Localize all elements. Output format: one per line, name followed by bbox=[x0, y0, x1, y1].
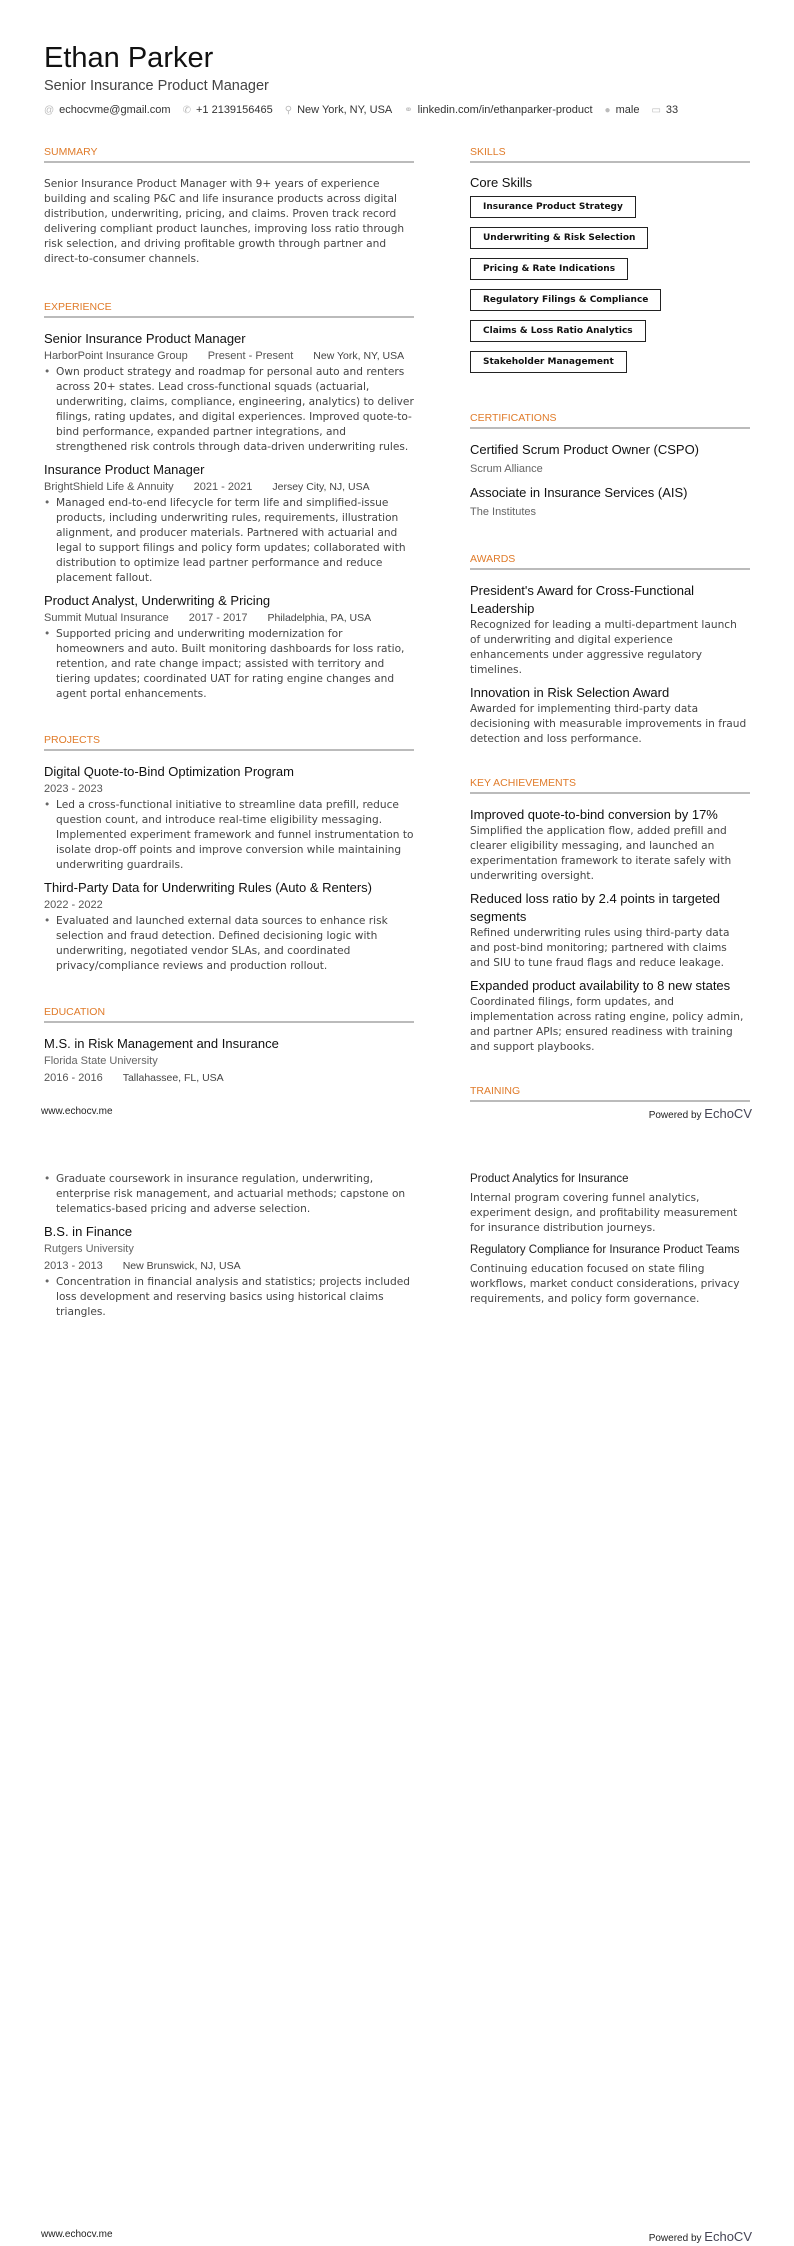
award-title: Innovation in Risk Selection Award bbox=[470, 685, 670, 700]
job-meta bbox=[44, 610, 414, 627]
right-column bbox=[470, 146, 750, 1128]
certifications-section bbox=[470, 412, 750, 521]
location: New York, NY, USA bbox=[313, 350, 405, 362]
project-dates bbox=[44, 897, 414, 914]
left-column bbox=[44, 146, 414, 1113]
degree: M.S. in Risk Management and Insurance bbox=[44, 1036, 279, 1051]
section-heading: AWARDS bbox=[470, 553, 750, 570]
training-item bbox=[470, 1171, 750, 1236]
achievement-item bbox=[470, 977, 750, 1055]
bullet: • Supported pricing and underwriting modernization for homeowners and auto. Built monitoring dashboards for loss ratio, retention, and rate change impact; assisted with territory and tiering updates; coordinated UAT for rating engine changes and agent portal enhancements. bbox=[44, 627, 414, 702]
dates: 2023 - 2023 bbox=[44, 783, 103, 795]
awards-section bbox=[470, 553, 750, 747]
achievement-desc: Refined underwriting rules using third-party data and post-bind monitoring; partnered with claims and SIU to tune fraud flags and reduce leakage. bbox=[470, 927, 730, 969]
training-desc: Internal program covering funnel analytics, experiment design, and profitability measurement for insurance distribution journeys. bbox=[470, 1192, 738, 1234]
experience-section bbox=[44, 301, 414, 702]
training-title: Regulatory Compliance for Insurance Product Teams bbox=[470, 1244, 740, 1256]
achievement-desc: Simplified the application flow, added prefill and clearer eligibility messaging, and launched an experimentation framework to iterate safely with underwriting oversight. bbox=[470, 825, 732, 882]
project-title: Third-Party Data for Underwriting Rules (Auto & Renters) bbox=[44, 880, 373, 895]
job-title: Senior Insurance Product Manager bbox=[44, 331, 246, 346]
skill-group-title: Core Skills bbox=[470, 175, 533, 190]
projects-section bbox=[44, 734, 414, 974]
left-column-continued bbox=[44, 1172, 414, 1326]
experience-item bbox=[44, 330, 414, 455]
job-meta bbox=[44, 348, 414, 365]
education-item bbox=[44, 1223, 414, 1320]
contact-linkedin[interactable]: ⚭ linkedin.com/in/ethanparker-product bbox=[404, 104, 593, 116]
footer-powered-by[interactable] bbox=[649, 1106, 752, 1121]
education-item bbox=[44, 1035, 414, 1087]
training-desc: Continuing education focused on state filing workflows, market conduct considerations, privacy requirements, and policy form governance. bbox=[470, 1263, 740, 1305]
dates: Present - Present bbox=[207, 350, 294, 362]
project-title: Digital Quote-to-Bind Optimization Program bbox=[44, 764, 294, 779]
location-pin-icon: ⚲ bbox=[284, 104, 293, 116]
skill-tag: Claims & Loss Ratio Analytics bbox=[470, 320, 646, 342]
contact-email[interactable]: @ echocvme@gmail.com bbox=[44, 104, 171, 116]
achievement-title: Reduced loss ratio by 2.4 points in targeted segments bbox=[470, 891, 721, 924]
powered-by-text: Powered by bbox=[648, 1110, 702, 1121]
experience-item bbox=[44, 461, 414, 586]
certification-item bbox=[470, 441, 750, 478]
section-heading: SKILLS bbox=[470, 146, 750, 163]
certification-name: Associate in Insurance Services (AIS) bbox=[470, 485, 688, 500]
contact-age: ▭ 33 bbox=[651, 104, 679, 116]
education-meta bbox=[44, 1258, 414, 1275]
bullet: • Led a cross-functional initiative to streamline data prefill, reduce question count, and introduce real-time eligibility messaging. Implemented experiment framework and funnel instrumentation to isolate drop-off points and improve conversion while maintaining underwriting guardrails. bbox=[44, 798, 414, 873]
company: HarborPoint Insurance Group bbox=[44, 350, 188, 362]
training-item bbox=[470, 1242, 750, 1307]
education-section bbox=[44, 1006, 414, 1087]
footer-powered-by[interactable] bbox=[649, 2229, 752, 2244]
achievement-item bbox=[470, 890, 750, 971]
project-dates bbox=[44, 781, 414, 798]
section-heading: EDUCATION bbox=[44, 1006, 414, 1023]
award-item bbox=[470, 582, 750, 678]
page-2 bbox=[0, 1123, 794, 2246]
summary-section bbox=[44, 146, 414, 267]
job-meta bbox=[44, 479, 414, 496]
dates: 2021 - 2021 bbox=[193, 481, 253, 493]
link-icon: ⚭ bbox=[404, 104, 413, 116]
certification-item bbox=[470, 484, 750, 521]
project-item bbox=[44, 763, 414, 873]
achievement-title: Expanded product availability to 8 new states bbox=[470, 978, 731, 993]
candidate-name: Ethan Parker bbox=[44, 42, 214, 74]
job-title: Insurance Product Manager bbox=[44, 462, 205, 477]
bullet: • Managed end-to-end lifecycle for term life and simplified-issue products, including underwriting rules, requirements, illustration alignment, and producer materials. Partnered with actuarial and legal to support filings and policy form updates; collaborated with distribution to optimize lead partner performance and reduce placement fallout. bbox=[44, 496, 414, 586]
dates: 2016 - 2016 bbox=[44, 1072, 103, 1084]
bullet: • Evaluated and launched external data sources to enhance risk selection and fraud detection. Defined decisioning logic with underwriting, negotiated vendor SLAs, and coordinated privacy/compliance reviews and production rollout. bbox=[44, 914, 414, 974]
section-heading: EXPERIENCE bbox=[44, 301, 414, 318]
dates: 2017 - 2017 bbox=[188, 612, 248, 624]
achievements-section bbox=[470, 777, 750, 1055]
contact-bar bbox=[44, 104, 678, 116]
experience-item bbox=[44, 592, 414, 702]
bullet: • Concentration in financial analysis and statistics; projects included loss development and reserving basics using historical claims triangles. bbox=[44, 1275, 414, 1320]
echocv-logo: EchoCV bbox=[704, 2229, 752, 2244]
contact-phone[interactable]: ✆ +1 2139156465 bbox=[182, 104, 273, 116]
education-meta bbox=[44, 1070, 414, 1087]
bullet: • Own product strategy and roadmap for personal auto and renters across 20+ states. Lead cross-functional squads (actuarial, underwriting, claims, compliance, engineering, analytics) to deliver filings, rating updates, and digital experiences. Improved quote-to-bind performance, expanded partner integrations, and strengthened risk controls through data-driven underwriting rules. bbox=[44, 365, 414, 455]
award-title: President's Award for Cross-Functional Leadership bbox=[470, 583, 695, 616]
summary-text: Senior Insurance Product Manager with 9+ years of experience building and scaling P&C and life insurance products across digital distribution, underwriting, pricing, and claims. Proven track record delivering compliant product launches, improving loss ratio through risk selection, and driving profitable growth through partner and direct-to-consumer channels. bbox=[44, 178, 405, 265]
skill-tag: Regulatory Filings & Compliance bbox=[470, 289, 661, 311]
award-desc: Awarded for implementing third-party data decisioning with measurable improvements in fraud detection and loss performance. bbox=[470, 703, 747, 745]
section-heading: TRAINING bbox=[470, 1085, 750, 1102]
dates: 2022 - 2022 bbox=[44, 899, 103, 911]
school: Florida State University bbox=[44, 1055, 158, 1067]
training-section bbox=[470, 1085, 750, 1102]
achievement-title: Improved quote-to-bind conversion by 17% bbox=[470, 807, 718, 822]
achievement-desc: Coordinated filings, form updates, and implementation across rating engine, policy admin, and partner APIs; ensured readiness with training and support playbooks. bbox=[470, 996, 744, 1053]
calendar-icon: ▭ bbox=[651, 104, 661, 116]
skill-tag: Pricing & Rate Indications bbox=[470, 258, 628, 280]
company: Summit Mutual Insurance bbox=[44, 612, 169, 624]
skill-tag: Underwriting & Risk Selection bbox=[470, 227, 648, 249]
right-column-continued bbox=[470, 1171, 750, 1313]
bullet: • Graduate coursework in insurance regulation, underwriting, enterprise risk management, and actuarial methods; capstone on telematics-based pricing and adverse selection. bbox=[44, 1172, 414, 1217]
project-item bbox=[44, 879, 414, 974]
degree: B.S. in Finance bbox=[44, 1224, 133, 1239]
location: Jersey City, NJ, USA bbox=[272, 481, 370, 493]
phone-icon: ✆ bbox=[182, 104, 191, 116]
skill-tags bbox=[470, 196, 750, 382]
location: Philadelphia, PA, USA bbox=[267, 612, 372, 624]
skill-tag: Insurance Product Strategy bbox=[470, 196, 636, 218]
award-desc: Recognized for leading a multi-department launch of underwriting and digital experience enhancements under aggressive regulatory timelines. bbox=[470, 619, 737, 676]
dates: 2013 - 2013 bbox=[44, 1260, 103, 1272]
person-icon: ● bbox=[604, 104, 611, 116]
at-icon: @ bbox=[44, 104, 55, 116]
powered-by-text: Powered by bbox=[648, 2233, 702, 2244]
footer-site-link[interactable]: www.echocv.me bbox=[41, 1106, 113, 1117]
school: Rutgers University bbox=[44, 1243, 134, 1255]
certification-issuer: Scrum Alliance bbox=[470, 463, 543, 475]
section-heading: PROJECTS bbox=[44, 734, 414, 751]
achievement-item bbox=[470, 806, 750, 884]
section-heading: SUMMARY bbox=[44, 146, 414, 163]
location: Tallahassee, FL, USA bbox=[122, 1072, 224, 1084]
section-heading: CERTIFICATIONS bbox=[470, 412, 750, 429]
skill-tag: Stakeholder Management bbox=[470, 351, 627, 373]
section-heading: KEY ACHIEVEMENTS bbox=[470, 777, 750, 794]
company: BrightShield Life & Annuity bbox=[44, 481, 174, 493]
contact-location: ⚲ New York, NY, USA bbox=[284, 104, 393, 116]
job-title: Product Analyst, Underwriting & Pricing bbox=[44, 593, 271, 608]
certification-name: Certified Scrum Product Owner (CSPO) bbox=[470, 442, 700, 457]
award-item bbox=[470, 684, 750, 747]
location: New Brunswick, NJ, USA bbox=[122, 1260, 241, 1272]
training-title: Product Analytics for Insurance bbox=[470, 1173, 629, 1185]
footer-site-link[interactable]: www.echocv.me bbox=[41, 2229, 113, 2240]
skills-section bbox=[470, 146, 750, 382]
candidate-title: Senior Insurance Product Manager bbox=[44, 78, 269, 94]
certification-issuer: The Institutes bbox=[470, 506, 537, 518]
contact-gender: ● male bbox=[604, 104, 640, 116]
echocv-logo: EchoCV bbox=[704, 1106, 752, 1121]
